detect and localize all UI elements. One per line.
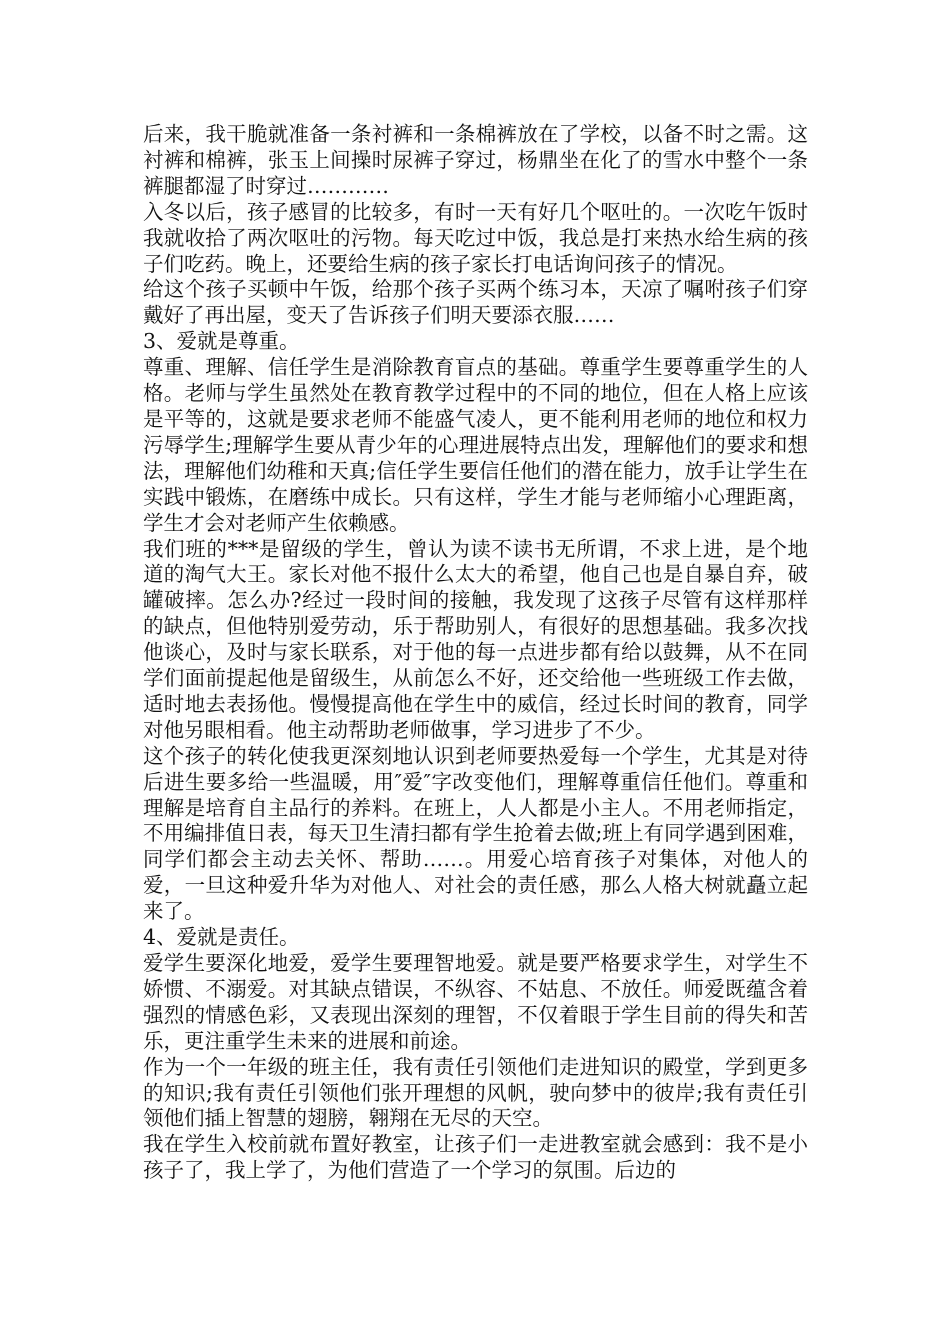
paragraph-daily-care: 给这个孩子买顿中午饭，给那个孩子买两个练习本，天凉了嘱咐孩子们穿戴好了再出屋，变天了告诉孩子们明天要添衣服…… xyxy=(143,277,808,328)
document-body xyxy=(143,122,808,1184)
paragraph-student-story: 我们班的***是留级的学生，曾认为读不读书无所谓，不求上进，是个地道的淘气大王。家长对他不报什么太大的希望，他自己也是自暴自弃，破罐破摔。怎么办?经过一段时间的接触，我发现了这孩子尽管有这样那样的缺点，但他特别爱劳动，乐于帮助别人，有很好的思想基础。我多次找他谈心，及时与家长联系，对于他的每一点进步都有给以鼓舞，从不在同学们面前提起他是留级生，从前怎么不好，还交给他一些班级工作去做，适时地去表扬他。慢慢提高他在学生中的威信，经过长时间的教育，同学对他另眼相看。他主动帮助老师做事，学习进步了不少。 xyxy=(143,536,808,742)
paragraph-winter-care: 入冬以后，孩子感冒的比较多，有时一天有好几个呕吐的。一次吃午饭时我就收拾了两次呕吐的污物。每天吃过中饭，我总是打来热水给生病的孩子们吃药。晚上，还要给生病的孩子家长打电话询问孩子的情况。 xyxy=(143,199,808,276)
section-heading-responsibility: 4、爱就是责任。 xyxy=(143,925,300,950)
paragraph-classroom-setup: 我在学生入校前就布置好教室，让孩子们一走进教室就会感到：我不是小孩子了，我上学了，为他们营造了一个学习的氛围。后边的 xyxy=(143,1132,808,1183)
paragraph-rational-love: 爱学生要深化地爱，爱学生要理智地爱。就是要严格要求学生，对学生不娇惯、不溺爱。对其缺点错误，不纵容、不姑息、不放任。师爱既蕴含着强烈的情感色彩，又表现出深刻的理智，不仅着眼于学生目前的得失和苦乐，更注重学生未来的进展和前途。 xyxy=(143,951,808,1053)
paragraph-head-teacher: 作为一个一年级的班主任，我有责任引领他们走进知识的殿堂，学到更多的知识;我有责任引领他们张开理想的风帆，驶向梦中的彼岸;我有责任引领他们插上智慧的翅膀，翱翔在无尽的天空。 xyxy=(143,1054,808,1131)
paragraph-spare-clothes: 后来，我干脆就准备一条衬裤和一条棉裤放在了学校，以备不时之需。这衬裤和棉裤，张玉上间操时尿裤子穿过，杨鼎坐在化了的雪水中整个一条裤腿都湿了时穿过………… xyxy=(143,122,808,198)
paragraph-transformation: 这个孩子的转化使我更深刻地认识到老师要热爱每一个学生，尤其是对待后进生要多给一些温暖，用″爱″字改变他们，理解尊重信任他们。尊重和理解是培育自主品行的养料。在班上，人人都是小主人。不用老师指定，不用编排值日表，每天卫生清扫都有学生抢着去做;班上有同学遇到困难，同学们都会主动去关怀、帮助……。用爱心培育孩子对集体，对他人的爱，一旦这种爱升华为对他人、对社会的责任感，那么人格大树就矗立起来了。 xyxy=(143,743,808,924)
paragraph-respect: 尊重、理解、信任学生是消除教育盲点的基础。尊重学生要尊重学生的人格。老师与学生虽然处在教育教学过程中的不同的地位，但在人格上应该是平等的，这就是要求老师不能盛气凌人，更不能利用老师的地位和权力污辱学生;理解学生要从青少年的心理进展特点出发，理解他们的要求和想法，理解他们幼稚和天真;信任学生要信任他们的潜在能力，放手让学生在实践中锻炼，在磨练中成长。只有这样，学生才能与老师缩小心理距离，学生才会对老师产生依赖感。 xyxy=(143,355,808,535)
section-heading-respect: 3、爱就是尊重。 xyxy=(143,329,300,354)
